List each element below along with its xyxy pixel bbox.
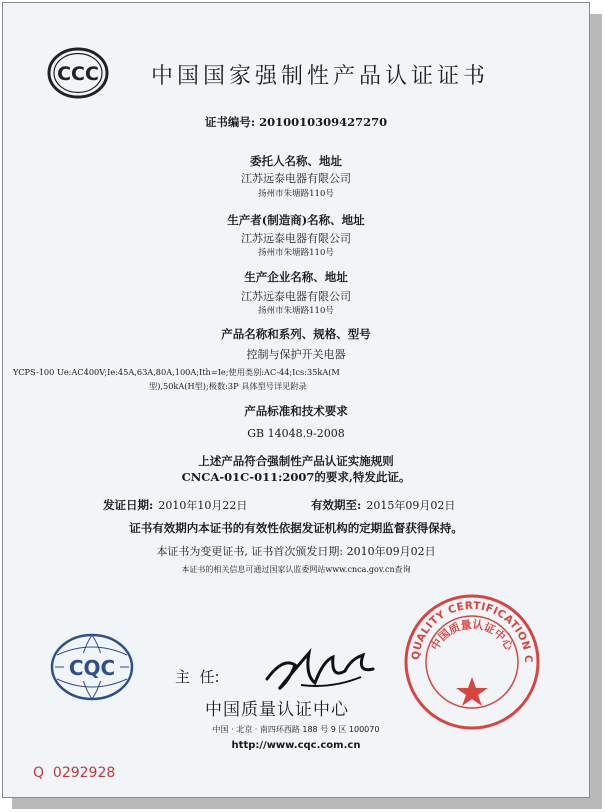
change-note: 本证书为变更证书, 证书首次颁发日期: 2010年09月02日	[156, 545, 436, 558]
query-note: 本证书的相关信息可通过国家认监委网站www.cnca.gov.cn查询	[181, 565, 411, 574]
ccc-logo	[47, 47, 109, 99]
issue-date-label: 发证日期:	[103, 498, 154, 512]
director-signature	[261, 639, 379, 695]
applicant-name: 江苏远泰电器有限公司	[241, 172, 351, 185]
expiry-date-row	[311, 494, 455, 513]
serial-number: Q 0292928	[33, 765, 116, 781]
organization-url: http://www.cqc.com.cn	[231, 740, 361, 751]
issue-date-row	[103, 494, 247, 513]
conformity-line2: CNCA-01C-011:2007的要求,特发此证。	[181, 470, 411, 484]
certificate-number-value: 2010010309427270	[259, 115, 388, 129]
manufacturer-name: 江苏远泰电器有限公司	[241, 232, 351, 245]
seal-inner-text: 中国质量认证中心	[428, 618, 516, 653]
product-spec-line2: 型),50kA(H型);极数:3P 具体型号详见附录	[149, 381, 307, 391]
product-label: 产品名称和系列、规格、型号	[221, 327, 371, 341]
organization-address: 中国 · 北京 · 南四环西路 188 号 9 区 100070	[212, 725, 380, 734]
certificate-paper	[2, 2, 590, 798]
expiry-date-label: 有效期至:	[311, 498, 362, 512]
manufacturer-label: 生产者(制造商)名称、地址	[227, 213, 365, 227]
certificate-number	[3, 114, 589, 130]
seal-star-icon	[456, 677, 488, 706]
certificate-number-label: 证书编号:	[204, 115, 256, 129]
applicant-label: 委托人名称、地址	[250, 154, 342, 168]
product-name: 控制与保护开关电器	[246, 348, 346, 361]
factory-label: 生产企业名称、地址	[244, 270, 348, 284]
certification-seal	[403, 593, 541, 731]
standard-label: 产品标准和技术要求	[244, 404, 348, 418]
ccc-logo-text: CCC	[57, 63, 99, 85]
director-label: 主 任:	[175, 668, 220, 686]
cqc-logo	[49, 631, 135, 703]
standard-value: GB 14048.9-2008	[247, 427, 345, 440]
seal-outer-text: QUALITY CERTIFICATION C	[409, 599, 535, 664]
applicant-address: 扬州市朱塘路110号	[258, 189, 334, 199]
product-spec-line1: YCPS-100 Ue:AC400V;Ie:45A,63A,80A,100A;Ith=Ie;使用类别:AC-44;Ics:35kA(M	[13, 367, 340, 377]
certificate-title: 中国国家强制性产品认证证书	[151, 64, 490, 89]
expiry-date-value: 2015年09月02日	[366, 499, 456, 512]
issue-date-value: 2010年10月22日	[158, 499, 248, 512]
factory-name: 江苏远泰电器有限公司	[241, 290, 351, 303]
factory-address: 扬州市朱塘路110号	[258, 306, 334, 316]
validity-note: 证书有效期内本证书的有效性依据发证机构的定期监督获得保持。	[129, 521, 463, 535]
conformity-line1: 上述产品符合强制性产品认证实施规则	[198, 454, 394, 468]
organization-name: 中国质量认证中心	[205, 700, 349, 720]
manufacturer-address: 扬州市朱塘路110号	[258, 248, 334, 258]
cqc-logo-text: CQC	[68, 656, 116, 680]
